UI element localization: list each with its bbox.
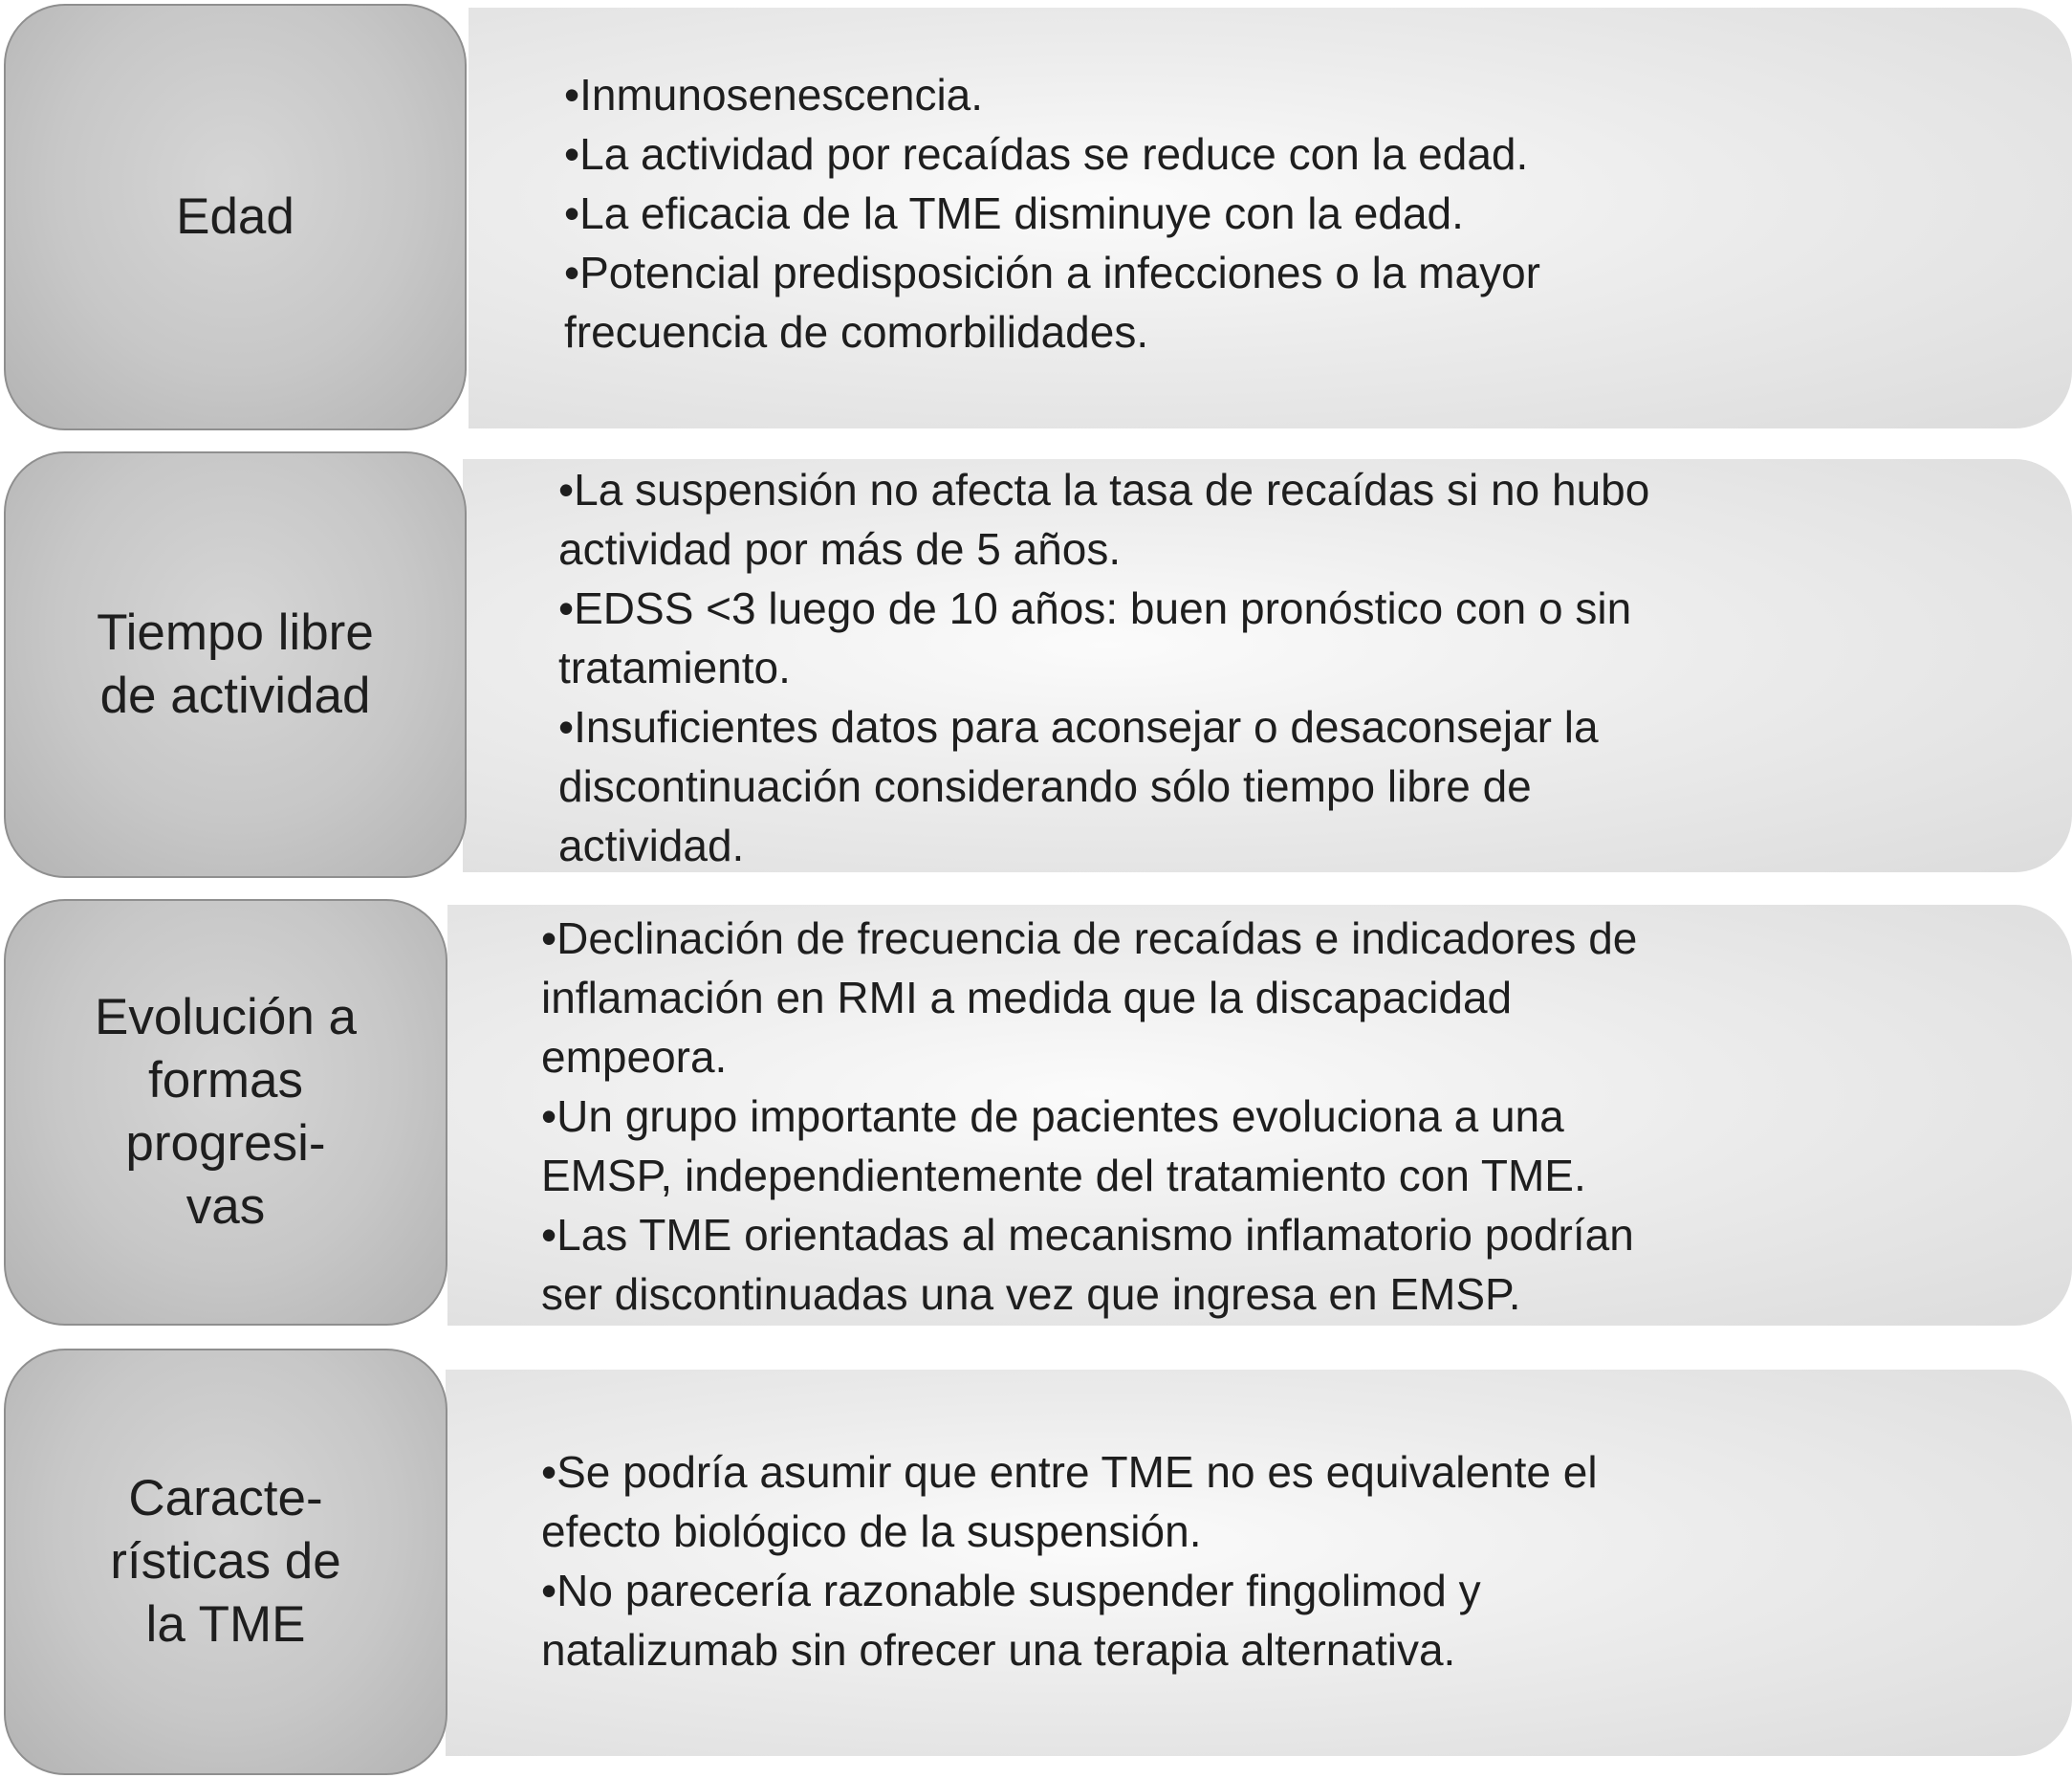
- bullet-list: [541, 1442, 1598, 1679]
- bullet-item: •Potencial predisposición a infecciones o la mayor frecuencia de comorbilidades.: [564, 248, 1540, 357]
- bullet-list: [541, 909, 1637, 1324]
- bullet-item: •La eficacia de la TME disminuye con la edad.: [564, 188, 1464, 238]
- bullet-item: •Inmunosenescencia.: [564, 70, 984, 120]
- bullet-item: •Se podría asumir que entre TME no es equivalente el efecto biológico de la suspensión.: [541, 1447, 1598, 1556]
- bullet-list: [564, 65, 1540, 362]
- category-label: Caracte- rísticas de la TME: [110, 1470, 341, 1653]
- category-label: Edad: [176, 188, 294, 245]
- bullet-item: •Las TME orientadas al mecanismo inflamatorio podrían ser discontinuadas una vez que ingresa en EMSP.: [541, 1210, 1634, 1319]
- bullet-item: •EDSS <3 luego de 10 años: buen pronóstico con o sin tratamiento.: [558, 583, 1632, 692]
- category-label: Tiempo libre de actividad: [97, 604, 374, 724]
- bullet-item: •Declinación de frecuencia de recaídas e indicadores de inflamación en RMI a medida que la discapacidad empeora.: [541, 913, 1638, 1082]
- category-label: Evolución a formas progresi- vas: [94, 989, 357, 1235]
- category-box: [4, 451, 467, 878]
- category-box: [4, 899, 447, 1326]
- bullet-item: •La actividad por recaídas se reduce con la edad.: [564, 129, 1529, 179]
- category-box: [4, 1349, 447, 1775]
- bullet-item: •Un grupo importante de pacientes evoluciona a una EMSP, independientemente del tratamiento con TME.: [541, 1091, 1586, 1200]
- bullet-item: •La suspensión no afecta la tasa de recaídas si no hubo actividad por más de 5 años.: [558, 465, 1650, 574]
- bullet-item: •No parecería razonable suspender fingolimod y natalizumab sin ofrecer una terapia alternativa.: [541, 1566, 1481, 1675]
- category-box: [4, 4, 467, 430]
- bullet-list: [558, 460, 1649, 875]
- bullet-item: •Insuficientes datos para aconsejar o desaconsejar la discontinuación considerando sólo tiempo libre de actividad.: [558, 702, 1599, 870]
